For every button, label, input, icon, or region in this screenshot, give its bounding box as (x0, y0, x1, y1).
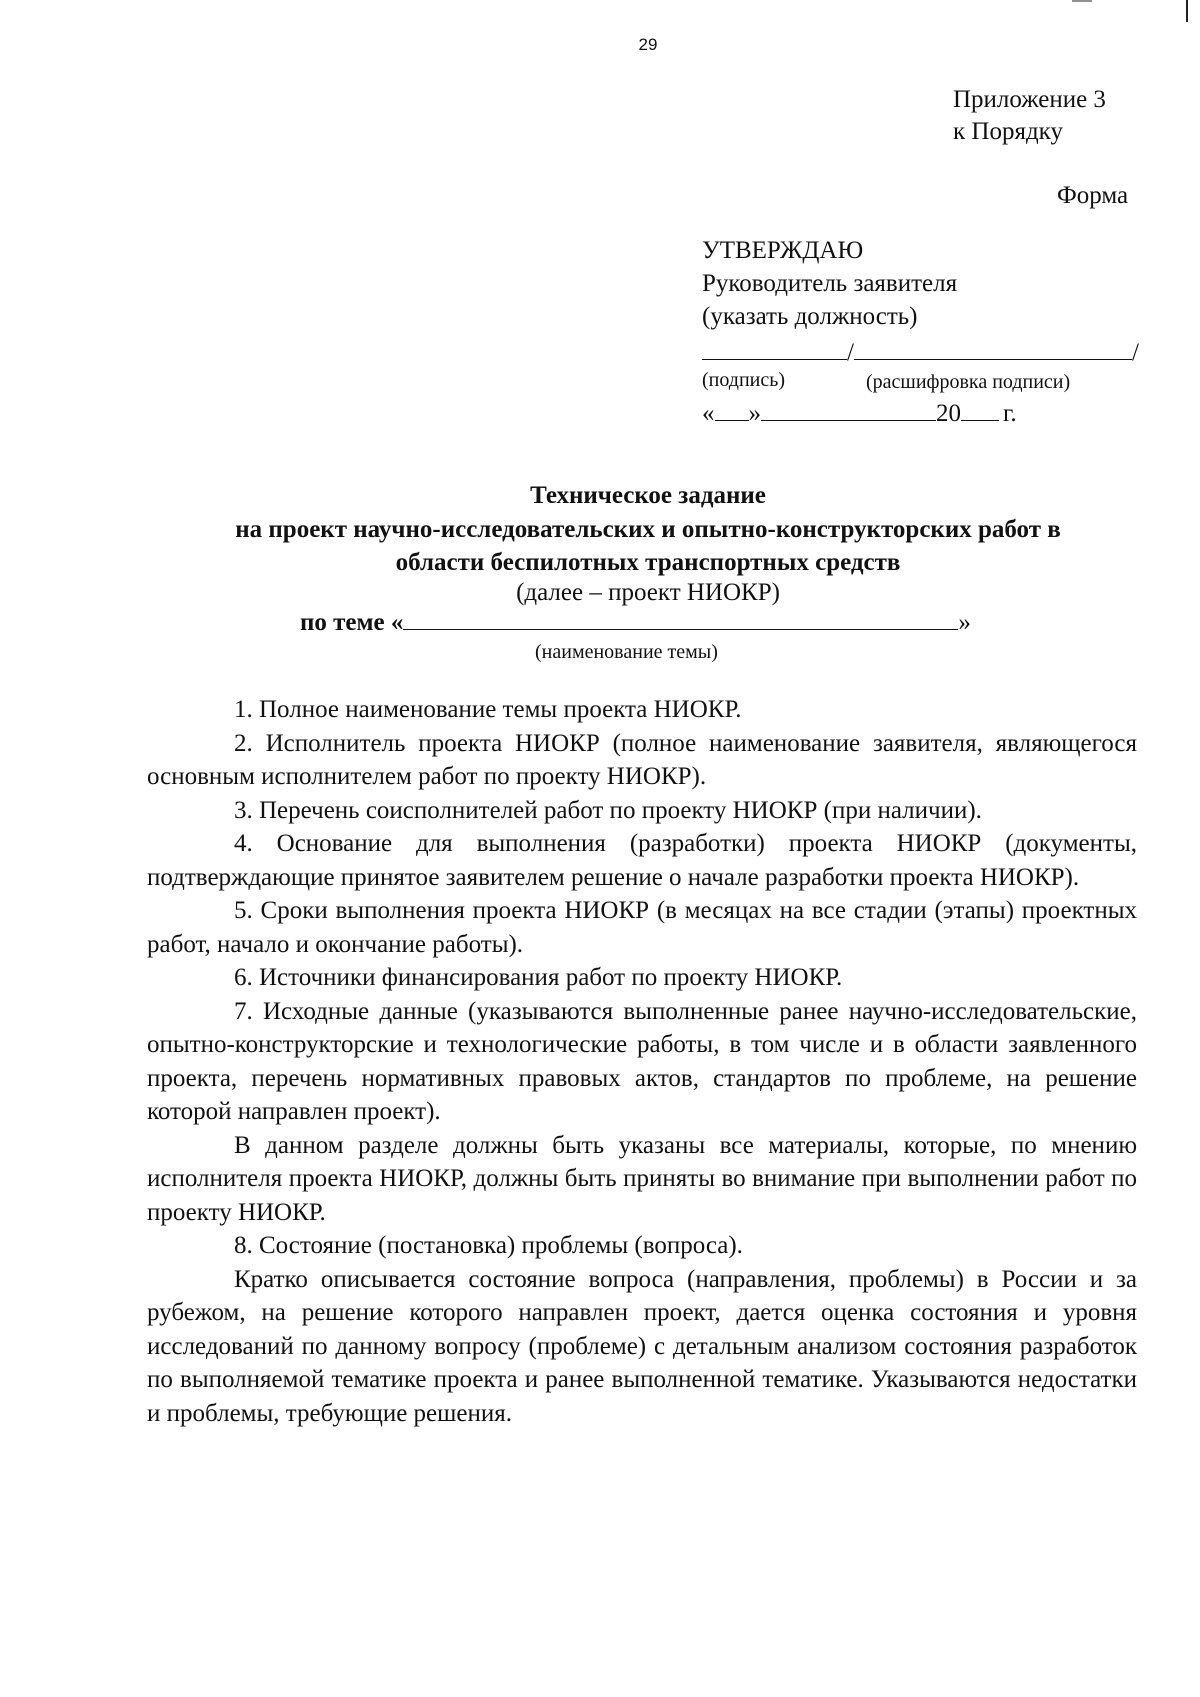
paragraph-7: 7. Исходные данные (указываются выполненные ранее научно-исследовательские, опытно-конструкторские и технологические работы, в том числе и в области заявленного проекта, перечень нормативных правовых актов, стандартов по проблеме, на решение которой направлен проект). (147, 997, 1137, 1125)
signature-caption: (подпись) (702, 369, 786, 391)
appendix-line-2: к Порядку (953, 118, 1063, 145)
paragraph-8: 8. Состояние (постановка) проблемы (вопроса). (234, 1232, 743, 1259)
year-suffix: г. (1003, 400, 1017, 427)
signature-end-slash: / (1131, 339, 1139, 366)
topic-caption: (наименование темы) (535, 641, 718, 663)
scan-edge-mark (1186, 0, 1188, 22)
topic-blank (403, 605, 958, 630)
approval-role: Руководитель заявителя (702, 270, 958, 297)
appendix-reference (953, 84, 1106, 148)
topic-prefix: по теме « (300, 609, 404, 636)
paragraph-4: 4. Основание для выполнения (разработки) проекта НИОКР (документы, подтверждающие принятое заявителем решение о начале разработки проекта НИОКР). (147, 830, 1137, 891)
document-title: Техническое задание (530, 482, 766, 509)
month-blank (761, 396, 936, 421)
decoding-blank (854, 335, 1132, 360)
approval-heading: УТВЕРЖДАЮ (702, 237, 864, 264)
date-line-row (702, 396, 1017, 429)
paragraph-2: 2. Исполнитель проекта НИОКР (полное наименование заявителя, являющегося основным исполнителем работ по проекту НИОКР). (147, 729, 1137, 790)
paragraph-3: 3. Перечень соисполнителей работ по проекту НИОКР (при наличии). (234, 796, 982, 824)
decoding-caption: (расшифровка подписи) (866, 371, 1071, 393)
paragraph-6: 6. Источники финансирования работ по проекту НИОКР. (234, 964, 843, 991)
approval-position-hint: (указать должность) (702, 303, 918, 330)
date-quote-close: » (748, 400, 761, 427)
paragraph-7-note: В данном разделе должны быть указаны все материалы, которые, по мнению исполнителя проекта НИОКР, должны быть приняты во внимание при выполнении работ по проекту НИОКР. (147, 1131, 1137, 1226)
topic-row (300, 605, 971, 639)
paragraph-5: 5. Сроки выполнения проекта НИОКР (в месяцах на все стадии (этапы) проектных работ, начало и окончание работы). (147, 897, 1137, 958)
document-title-note: (далее – проект НИОКР) (516, 579, 780, 606)
document-title-line-3: области беспилотных транспортных средств (395, 549, 901, 576)
paragraph-1: 1. Полное наименование темы проекта НИОКР. (234, 696, 742, 723)
form-label: Форма (1057, 182, 1129, 209)
appendix-line-1: Приложение 3 (953, 86, 1106, 113)
approval-block (702, 234, 1142, 333)
scan-corner-mark (1072, 0, 1092, 2)
page-number: 29 (638, 35, 658, 54)
year-blank (961, 396, 999, 421)
document-title-line-2: на проект научно-исследовательских и опытно-конструкторских работ в (235, 516, 1061, 543)
day-blank (715, 396, 749, 421)
year-prefix: 20 (936, 400, 961, 427)
topic-suffix: » (958, 609, 971, 636)
signature-line-row (702, 335, 1139, 368)
date-quote-open: « (702, 400, 715, 427)
paragraph-8-note: Кратко описывается состояние вопроса (направления, проблемы) в России и за рубежом, на решение которого направлен проект, дается оценка состояния и уровня исследований по данному вопросу (проблеме) с детальным анализом состояния разработок по выполняемой тематике проекта и ранее выполненной тематике. Указываются недостатки и проблемы, требующие решения. (147, 1265, 1137, 1427)
body-text (147, 693, 1137, 1430)
signature-slash: / (847, 339, 854, 366)
signature-blank (702, 335, 847, 360)
